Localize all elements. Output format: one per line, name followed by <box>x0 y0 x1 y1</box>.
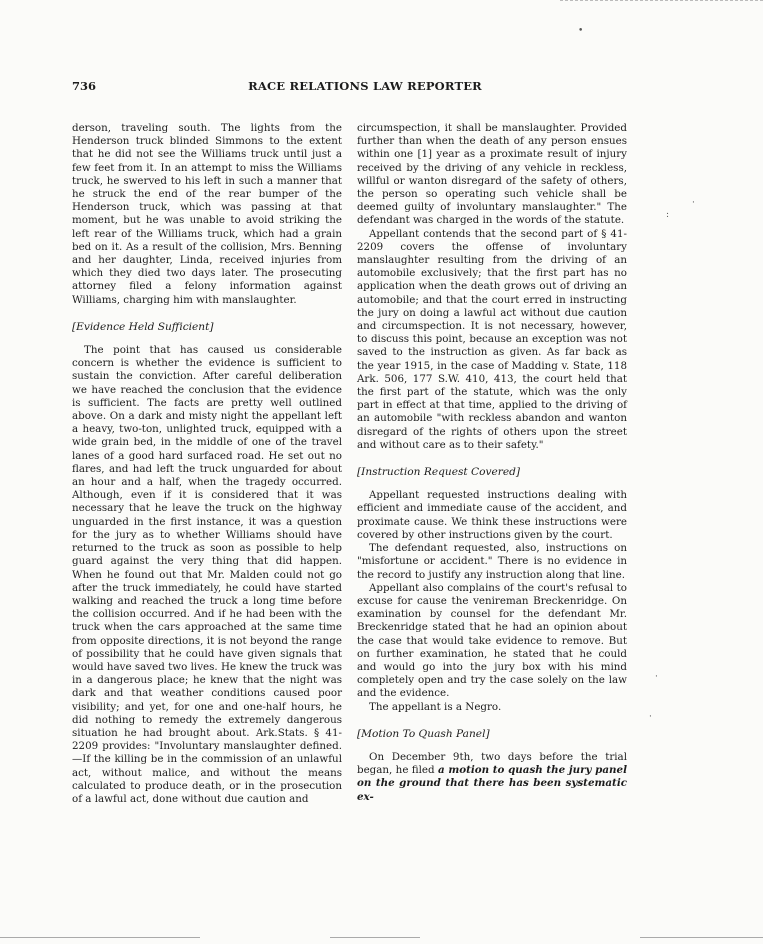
scan-bottom-line <box>0 937 200 938</box>
scan-speck: • <box>578 26 584 36</box>
paragraph: derson, traveling south. The lights from the Henderson truck blinded Simmons to the extent that he did not see the Williams truck until just a few feet from it. In an attempt to miss the Williams truck, he swerved to his left in such a manner that he struck the end of the rear bumper of the Henderson truck, which was passing at that moment, but he was unable to avoid striking the left rear of the Williams truck, which had a grain bed on it. As a result of the collision, Mrs. Benning and her daughter, Linda, received injuries from which they died two days later. The prosecuting attorney filed a felony information against Williams, charging him with manslaughter. <box>72 122 342 306</box>
section-heading: [Instruction Request Covered] <box>357 466 521 479</box>
paragraph: Appellant contends that the second part of § 41-2209 covers the offense of involuntary manslaughter resulting from the driving of an automobile exclusively; that the first part has no application when the death grows out of driving an automobile; and that the court erred in instructing the jury on doing a lawful act without due caution and circumspection. It is not necessary, however, to discuss this point, because an exception was not saved to the instruction as given. As far back as the year 1915, in the case of Madding v. State, 118 Ark. 506, 177 S.W. 410, 413, the court held that the first part of the statute, which was the only part in effect at that time, applied to the driving of an automobile "with reckless abandon and wanton disregard of the rights of others upon the street and without care as to their safety." <box>357 227 627 451</box>
paragraph: circumspection, it shall be manslaughter. Provided further than when the death of any person ensues within one [1] year as a proximate result of injury received by the driving of any vehicle in reckless, willful or wanton disregard of the safety of others, the person so operating such vehicle shall be deemed guilty of involuntary manslaughter." The defendant was charged in the words of the statute. <box>357 122 627 227</box>
paragraph: Appellant requested instructions dealing with efficient and immediate cause of the accident, and proximate cause. We think these instructions were covered by other instructions given by the court. <box>357 489 627 541</box>
margin-speck: : <box>666 210 670 220</box>
right-column <box>357 122 627 804</box>
left-column <box>72 122 342 806</box>
section-heading: [Evidence Held Sufficient] <box>72 320 214 333</box>
top-edge-dashes <box>560 0 763 1</box>
paragraph: The defendant requested, also, instructions on "misfortune or accident." There is no evidence in the record to justify any instruction along that line. <box>357 542 627 581</box>
margin-speck: · <box>649 712 652 722</box>
paragraph: Appellant also complains of the court's refusal to excuse for cause the venireman Breckenridge. On examination by counsel for the defendant Mr. Breckenridge stated that he had an opinion about the case that would take evidence to remove. But on further examination, he stated that he could and would go into the jury box with his mind completely open and try the case solely on the law and the evidence. <box>357 581 627 700</box>
running-title: RACE RELATIONS LAW REPORTER <box>248 79 482 93</box>
page-number: 736 <box>72 79 97 93</box>
paragraph: The appellant is a Negro. <box>369 700 502 713</box>
margin-speck: · <box>655 672 658 682</box>
margin-speck: · <box>692 198 695 208</box>
scan-bottom-line <box>640 937 763 938</box>
paragraph-text: On December 9th, two days before the trial began, he filed <box>357 750 627 777</box>
emphasized-text: a motion to quash the jury panel on the ground that there has been systematic ex- <box>357 764 627 803</box>
paragraph <box>357 751 627 804</box>
scan-bottom-line <box>330 937 420 938</box>
paragraph: The point that has caused us considerable concern is whether the evidence is sufficient to sustain the conviction. After careful deliberation we have reached the conclusion that the evidence is sufficient. The facts are pretty well outlined above. On a dark and misty night the appellant left a heavy, two-ton, unlighted truck, equipped with a wide grain bed, in the middle of one of the travel lanes of a good hard surfaced road. He set out no flares, and had left the truck unguarded for about an hour and a half, when the tragedy occurred. Although, even if it is considered that it was necessary that he leave the truck on the highway unguarded in the first instance, it was a question for the jury as to whether Williams should have returned to the truck as soon as possible to help guard against the very thing that did happen. When he found out that Mr. Malden could not go after the truck immediately, he could have started walking and reached the truck a long time before the collision occurred. And if he had been with the truck when the cars approached at the same time from opposite directions, it is not beyond the range of possibility that he could have given signals that would have saved two lives. He knew the truck was in a dangerous place; he knew that the night was dark and that weather conditions caused poor visibility; and yet, for one and one-half hours, he did nothing to remedy the extremely dangerous situation he had brought about. Ark.Stats. § 41-2209 provides: "Involuntary manslaughter defined.—If the killing be in the commission of an unlawful act, without malice, and without the means calculated to produce death, or in the prosecution of a lawful act, done without due caution and <box>72 344 342 805</box>
section-heading: [Motion To Quash Panel] <box>357 727 490 740</box>
